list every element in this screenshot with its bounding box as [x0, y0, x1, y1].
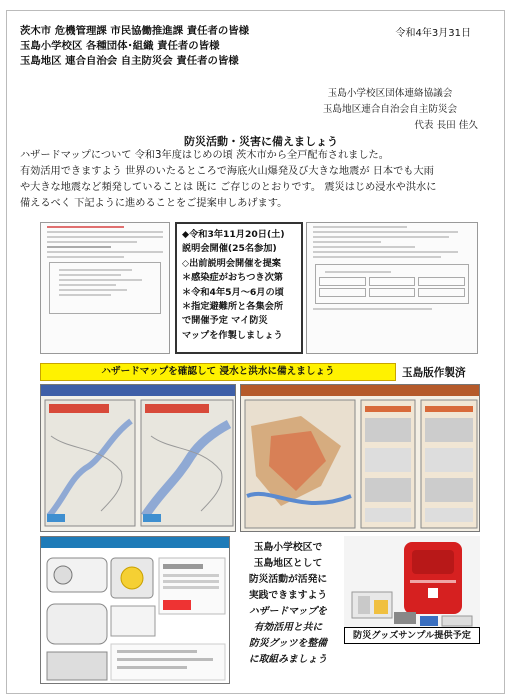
- recipient-line: 茨木市 危機管理課 市民協働推進課 責任者の皆様: [20, 25, 250, 37]
- issue-date: 令和4年3月31日: [395, 28, 471, 39]
- application-form-thumbnail: [306, 222, 478, 354]
- recipient-list: [20, 24, 249, 69]
- appeal-emphasis-line: に取組みましょう: [248, 654, 328, 665]
- intro-line: や大きな地震など頻発していることは 既に ご存じのとおりです。 震災はじめ浸水や洪水に: [20, 182, 437, 193]
- recipient-line: 玉島小学校区 各種団体･組織 責任者の皆様: [20, 40, 220, 52]
- appeal-line: 実践できますよう: [248, 590, 328, 601]
- schedule-line: 説明会開催(25名参加): [182, 243, 277, 255]
- recipient-line: 玉島地区 連合自治会 自主防災会 責任者の皆様: [20, 55, 239, 67]
- document-title: 防災活動・災害に備えましょう: [184, 135, 338, 148]
- schedule-line: ＊令和4年5月～6月の頃: [182, 286, 284, 298]
- radio-catalog-image: [40, 536, 230, 684]
- schedule-line: ＊感染症がおちつき次第: [182, 272, 283, 284]
- schedule-box: [175, 222, 303, 354]
- intro-line: 有効活用できますよう 世界のいたるところで海底火山爆発及び大きな地震が 日本でも大雨: [20, 166, 434, 177]
- appeal-emphasis-line: 有効活用と共に: [253, 622, 323, 633]
- briefing-flyer-thumbnail: [40, 222, 170, 354]
- sender-line: 玉島地区連合自治会自主防災会: [322, 104, 458, 115]
- radio-products-graphic: [41, 548, 230, 684]
- appeal-message: [232, 540, 344, 668]
- schedule-line: ◆令和3年11月20日(土): [182, 229, 285, 240]
- schedule-line: で開催予定 マイ防災: [182, 315, 268, 327]
- intro-line: ハザードマップについて 令和3年度はじめの頃 茨木市から全戸配布されました。: [20, 150, 389, 161]
- hazard-map-banner: ハザードマップを確認して 浸水と洪水に備えましょう: [40, 363, 396, 381]
- appeal-emphasis-line: 防災グッツを整備: [249, 638, 327, 649]
- appeal-emphasis-line: ハザードマップを: [249, 606, 327, 617]
- intro-line: 備えるべく 下記ように進めることをご提案申しあげます。: [20, 198, 288, 209]
- version-label: 玉島版作製済: [402, 367, 466, 379]
- appeal-line: 玉島小学校区で: [253, 542, 323, 553]
- hazard-map-image: [40, 384, 236, 532]
- sender-block: [300, 86, 480, 134]
- tamashima-map-graphic: [241, 396, 480, 532]
- tamashima-map-image: [240, 384, 480, 532]
- schedule-line: ◇出前説明会開催を提案: [182, 257, 281, 269]
- goods-sample-label: 防災グッズサンプル提供予定: [344, 627, 480, 644]
- flood-map-graphic: [41, 396, 236, 532]
- representative: 代表 長田 佳久: [414, 120, 478, 131]
- sender-line: 玉島小学校区団体連絡協議会: [327, 88, 453, 99]
- schedule-line: ＊指定避難所と各集会所: [182, 301, 284, 313]
- appeal-line: 防災活動が活発に: [248, 574, 328, 585]
- appeal-line: 玉島地区として: [253, 558, 323, 569]
- intro-paragraph: [20, 148, 478, 212]
- schedule-line: マップを作製しましょう: [182, 329, 283, 341]
